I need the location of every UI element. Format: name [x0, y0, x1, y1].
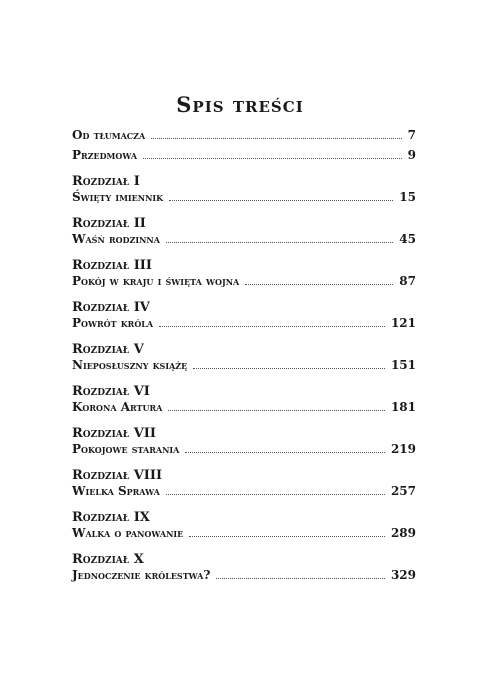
entry-label: Od tłumacza — [72, 128, 149, 142]
chapter-subtitle: Korona Artura — [72, 400, 166, 414]
entry-page-number: 151 — [390, 358, 416, 372]
chapter-subtitle: Waśń rodzinna — [72, 232, 164, 246]
dot-leader — [193, 367, 385, 369]
chapter-heading: Rozdział IX — [72, 510, 150, 525]
chapter-subtitle: Pokój w kraju i święta wojna — [72, 274, 243, 288]
dot-leader — [159, 325, 385, 327]
toc-entry-preface — [72, 148, 416, 162]
chapter-entry — [72, 568, 416, 582]
toc-chapter-3 — [72, 258, 416, 288]
entry-page-number: 257 — [390, 484, 416, 498]
front-matter — [72, 128, 416, 162]
toc-entry-translator-note — [72, 128, 416, 142]
chapter-heading: Rozdział II — [72, 216, 146, 231]
toc-chapter-6 — [72, 384, 416, 414]
toc-chapter-10 — [72, 552, 416, 582]
toc-chapter-9 — [72, 510, 416, 540]
entry-page-number: 45 — [399, 232, 416, 246]
toc-title: Spis treści — [176, 92, 304, 117]
chapter-entry — [72, 274, 416, 288]
toc-chapter-4 — [72, 300, 416, 330]
toc-chapter-7 — [72, 426, 416, 456]
chapter-entry — [72, 484, 416, 498]
dot-leader — [143, 157, 402, 159]
entry-page-number: 7 — [407, 128, 416, 142]
dot-leader — [151, 137, 401, 139]
chapter-heading: Rozdział VII — [72, 426, 156, 441]
dot-leader — [169, 199, 393, 201]
entry-page-number: 219 — [390, 442, 416, 456]
chapter-subtitle: Walka o panowanie — [72, 526, 187, 540]
dot-leader — [189, 535, 385, 537]
dot-leader — [168, 409, 385, 411]
dot-leader — [216, 577, 385, 579]
toc-chapter-8 — [72, 468, 416, 498]
entry-page-number: 329 — [390, 568, 416, 582]
chapter-heading: Rozdział VIII — [72, 468, 163, 483]
chapter-subtitle: Powrót króla — [72, 316, 157, 330]
chapter-entry — [72, 232, 416, 246]
chapter-heading: Rozdział X — [72, 552, 144, 567]
dot-leader — [166, 493, 385, 495]
chapter-entry — [72, 400, 416, 414]
entry-label: Przedmowa — [72, 148, 141, 162]
table-of-contents — [72, 128, 416, 594]
chapter-entry — [72, 358, 416, 372]
entry-page-number: 87 — [399, 274, 416, 288]
dot-leader — [245, 283, 393, 285]
chapter-heading: Rozdział I — [72, 174, 140, 189]
dot-leader — [185, 451, 385, 453]
chapter-entry — [72, 316, 416, 330]
chapter-subtitle: Święty imiennik — [72, 190, 167, 204]
toc-chapter-2 — [72, 216, 416, 246]
chapter-heading: Rozdział IV — [72, 300, 150, 315]
entry-page-number: 15 — [399, 190, 416, 204]
chapter-subtitle: Nieposłuszny książę — [72, 358, 191, 372]
chapter-heading: Rozdział VI — [72, 384, 150, 399]
chapter-entry — [72, 526, 416, 540]
chapter-subtitle: Wielka Sprawa — [72, 484, 164, 498]
chapter-subtitle: Jednoczenie królestwa? — [72, 568, 214, 582]
chapter-entry — [72, 442, 416, 456]
chapter-subtitle: Pokojowe starania — [72, 442, 183, 456]
entry-page-number: 9 — [407, 148, 416, 162]
toc-chapter-5 — [72, 342, 416, 372]
entry-page-number: 289 — [390, 526, 416, 540]
dot-leader — [166, 241, 393, 243]
chapter-heading: Rozdział III — [72, 258, 152, 273]
entry-page-number: 181 — [390, 400, 416, 414]
toc-chapter-1 — [72, 174, 416, 204]
chapter-heading: Rozdział V — [72, 342, 144, 357]
entry-page-number: 121 — [390, 316, 416, 330]
chapter-entry — [72, 190, 416, 204]
